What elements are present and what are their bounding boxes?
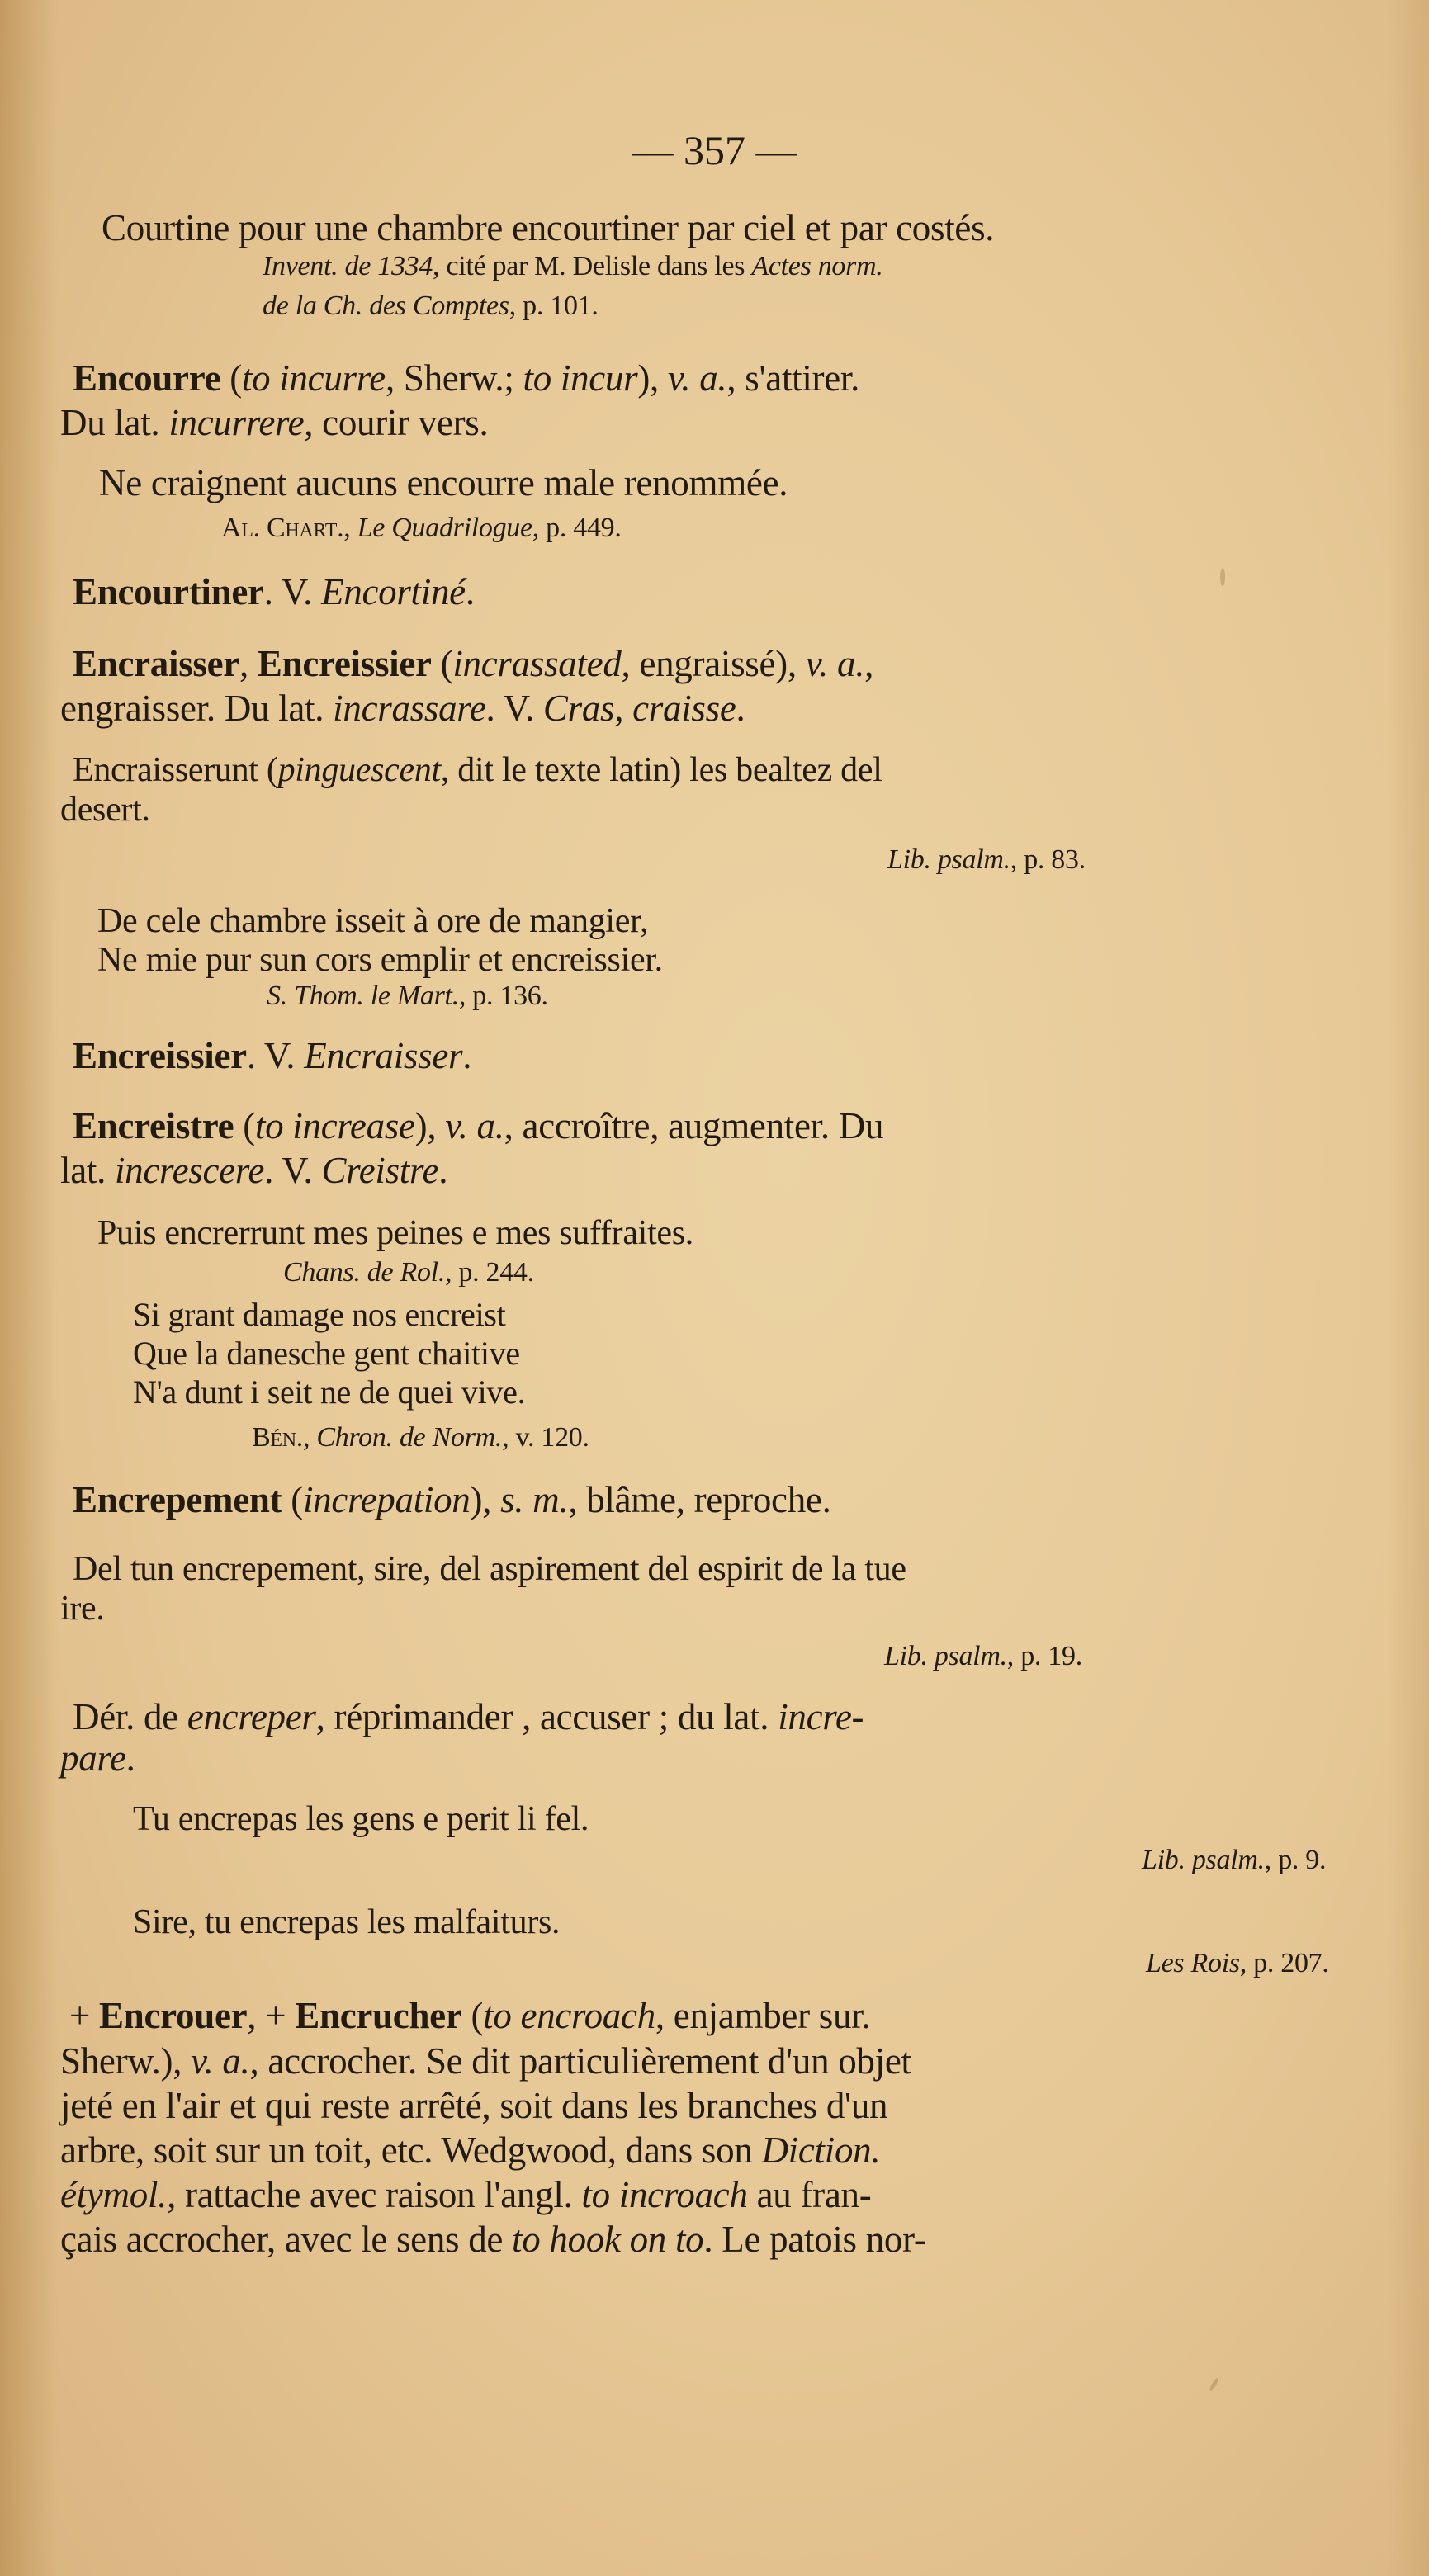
quote-line: Puis encrerrunt mes peines e mes suffraites. bbox=[97, 1214, 693, 1252]
verse-line: Si grant damage nos encreist bbox=[133, 1296, 506, 1333]
citation-text: , p. 101. bbox=[509, 291, 599, 321]
grammar-tag: s. m. bbox=[500, 1479, 569, 1520]
latin-root: incrassare bbox=[333, 688, 486, 729]
text: , bbox=[239, 643, 258, 684]
headword: Encreissier bbox=[257, 643, 432, 684]
headword: Encreistre bbox=[73, 1105, 234, 1146]
example-line: desert. bbox=[60, 791, 150, 829]
entry-text-line bbox=[60, 2129, 881, 2171]
text: Sherw.), bbox=[60, 2040, 192, 2082]
citation-title: de la Ch. des Comptes bbox=[263, 291, 509, 321]
entry-encraisser-etymology bbox=[60, 690, 745, 727]
entry-encreistre bbox=[73, 1105, 884, 1146]
text: , p. 449. bbox=[532, 513, 622, 543]
book-title: étymol. bbox=[60, 2174, 168, 2215]
example-line: ire. bbox=[60, 1590, 105, 1628]
citation bbox=[283, 1259, 534, 1287]
english-gloss: to incur bbox=[523, 357, 638, 399]
cross-mark-icon: + bbox=[265, 1995, 286, 2036]
grammar-tag: v. a. bbox=[805, 643, 865, 684]
book-title: Diction. bbox=[761, 2129, 881, 2171]
text: arbre, soit sur un toit, etc. Wedgwood, dans son bbox=[60, 2129, 762, 2171]
text: , Sherw.; bbox=[385, 357, 523, 399]
text: , accrocher. Se dit particulièrement d'un objet bbox=[249, 2040, 911, 2082]
text: . bbox=[125, 1737, 135, 1779]
page-number: — 357 — bbox=[632, 127, 797, 173]
text: ), bbox=[414, 1105, 446, 1146]
text: çais accrocher, avec le sens de bbox=[60, 2219, 513, 2260]
text: engraisser. Du lat. bbox=[60, 688, 334, 729]
entry-encourtiner bbox=[73, 571, 475, 612]
text: Encraisserunt ( bbox=[73, 751, 278, 789]
grammar-tag: v. a. bbox=[191, 2040, 250, 2082]
english-gloss: to incurre bbox=[241, 357, 386, 399]
text: . V. bbox=[246, 1035, 305, 1076]
definition: , s'attirer. bbox=[726, 357, 860, 399]
citation bbox=[1142, 1846, 1326, 1874]
entry-encrouer bbox=[69, 1997, 870, 2035]
cross-reference: Encraisser bbox=[304, 1035, 463, 1076]
text: . V. bbox=[263, 571, 322, 612]
text: ( bbox=[282, 1479, 303, 1520]
text: , p. 244. bbox=[445, 1257, 534, 1288]
text: , p. 136. bbox=[458, 981, 548, 1011]
citation bbox=[221, 514, 622, 542]
headword: Encrouer bbox=[99, 1995, 248, 2036]
citation-title: Lib. psalm. bbox=[1142, 1845, 1265, 1875]
entry-text-line bbox=[60, 2221, 926, 2258]
text: . bbox=[465, 571, 475, 612]
quote-line: Courtine pour une chambre encourtiner par ciel et par costés. bbox=[102, 207, 995, 248]
entry-encreistre-etymology bbox=[60, 1152, 447, 1189]
text: , p. 9. bbox=[1264, 1845, 1327, 1875]
text: , bbox=[864, 643, 874, 684]
definition: , blâme, reproche. bbox=[568, 1479, 831, 1520]
entry-text-line bbox=[60, 2040, 911, 2082]
text: , p. 207. bbox=[1239, 1948, 1329, 1978]
citation bbox=[252, 1424, 589, 1452]
citation bbox=[1146, 1950, 1329, 1978]
english-gloss: to hook on to bbox=[512, 2219, 704, 2260]
entry-encrepement bbox=[73, 1479, 831, 1520]
english-gloss: increpation bbox=[302, 1479, 471, 1520]
verse-line: Que la danesche gent chaitive bbox=[133, 1335, 520, 1372]
text: , rattache avec raison l'angl. bbox=[167, 2174, 582, 2215]
quote-line: Tu encrepas les gens e perit li fel. bbox=[133, 1800, 589, 1838]
citation-author: Al. Chart. bbox=[221, 513, 344, 543]
text: . bbox=[462, 1035, 472, 1076]
paper-stain bbox=[1209, 2377, 1219, 2392]
text: , bbox=[302, 1422, 317, 1453]
text: ( bbox=[220, 357, 242, 399]
entry-text-line: jeté en l'air et qui reste arrêté, soit dans les branches d'un bbox=[60, 2085, 888, 2126]
english-gloss: to increase bbox=[254, 1105, 415, 1146]
text: ( bbox=[234, 1105, 255, 1146]
latin-root: incre- bbox=[778, 1696, 864, 1737]
root-word: encreper bbox=[187, 1696, 316, 1737]
text: Dér. de bbox=[73, 1696, 187, 1737]
cross-reference: Cras, craisse bbox=[542, 688, 736, 729]
text: , courir vers. bbox=[304, 402, 489, 443]
verse-line: Ne mie pur sun cors emplir et encreissier. bbox=[97, 941, 663, 979]
latin-root: pare bbox=[60, 1737, 126, 1779]
citation-title: Invent. de 1334 bbox=[263, 251, 433, 281]
paper-stain bbox=[1220, 568, 1225, 586]
citation bbox=[887, 846, 1086, 874]
latin-word: pinguescent bbox=[277, 751, 441, 789]
citation-title: Chans. de Rol. bbox=[283, 1257, 446, 1288]
latin-root: incurrere bbox=[168, 402, 305, 443]
quote-line: Sire, tu encrepas les malfaiturs. bbox=[133, 1903, 561, 1941]
english-gloss: to incroach bbox=[581, 2174, 748, 2215]
derivation-line bbox=[60, 1737, 135, 1779]
citation-title: Actes norm. bbox=[751, 251, 883, 281]
citation-text: , cité par M. Delisle dans les bbox=[433, 251, 752, 281]
citation bbox=[267, 982, 548, 1010]
text: . V. bbox=[485, 688, 543, 729]
page-edge-shadow-right bbox=[1388, 0, 1429, 2576]
citation-title: Lib. psalm. bbox=[884, 1641, 1007, 1671]
citation-author: Bén. bbox=[252, 1422, 303, 1453]
latin-root: increscere bbox=[114, 1150, 265, 1191]
text: au fran- bbox=[747, 2174, 872, 2215]
text: , bbox=[247, 1995, 266, 2036]
headword: Encourtiner bbox=[73, 571, 264, 612]
headword: Encrepement bbox=[73, 1479, 282, 1520]
text: Du lat. bbox=[60, 402, 169, 443]
text: ), bbox=[470, 1479, 501, 1520]
entry-text-line bbox=[60, 2174, 872, 2215]
cross-mark-icon: + bbox=[69, 1995, 91, 2036]
text: . V. bbox=[264, 1150, 322, 1191]
headword: Encraisser bbox=[73, 643, 239, 684]
headword: Encourre bbox=[73, 357, 221, 399]
text: , engraissé), bbox=[621, 643, 806, 684]
text: . bbox=[438, 1150, 448, 1191]
text: ( bbox=[431, 643, 453, 684]
verse-line: De cele chambre isseit à ore de mangier, bbox=[97, 902, 649, 940]
citation bbox=[263, 292, 599, 320]
text: , réprimander , accuser ; du lat. bbox=[315, 1696, 778, 1737]
example-line bbox=[73, 753, 882, 787]
text: ), bbox=[637, 357, 668, 399]
headword: Encrucher bbox=[295, 1995, 462, 2036]
headword: Encreissier bbox=[73, 1035, 247, 1076]
derivation-line bbox=[73, 1696, 864, 1737]
citation-title: Lib. psalm. bbox=[887, 844, 1010, 875]
page-edge-shadow-left bbox=[0, 0, 58, 2576]
grammar-tag: v. a. bbox=[667, 357, 727, 399]
text: , p. 19. bbox=[1006, 1641, 1082, 1671]
citation-title: Chron. de Norm. bbox=[316, 1422, 503, 1453]
example-line: Del tun encrepement, sire, del aspirement del espirit de la tue bbox=[73, 1550, 906, 1588]
text: , dit le texte latin) les bealtez del bbox=[440, 751, 882, 789]
verse-line: N'a dunt i seit ne de quei vive. bbox=[133, 1373, 526, 1411]
definition: , accroître, augmenter. Du bbox=[504, 1105, 884, 1146]
text: . Le patois nor- bbox=[703, 2219, 926, 2260]
english-gloss: incrassated bbox=[452, 643, 622, 684]
text: ( bbox=[461, 1995, 484, 2036]
citation-title: Le Quadrilogue bbox=[357, 513, 532, 543]
entry-encreissier bbox=[73, 1037, 471, 1075]
entry-encraisser bbox=[73, 645, 873, 683]
definition: , enjamber sur. bbox=[655, 1995, 871, 2036]
entry-encourre-etymology bbox=[60, 404, 488, 442]
cross-reference: Creistre bbox=[321, 1150, 439, 1191]
grammar-tag: v. a. bbox=[445, 1105, 504, 1146]
text: , v. 120. bbox=[502, 1422, 589, 1453]
text: , bbox=[343, 513, 357, 543]
citation-title: Les Rois bbox=[1146, 1948, 1240, 1978]
text: . bbox=[736, 688, 745, 729]
citation bbox=[263, 253, 883, 281]
cross-reference: Encortiné bbox=[321, 571, 466, 612]
citation-title: S. Thom. le Mart. bbox=[267, 981, 459, 1011]
english-gloss: to encroach bbox=[483, 1995, 655, 2036]
entry-encourre bbox=[73, 357, 860, 399]
text: , p. 83. bbox=[1010, 844, 1086, 875]
text: lat. bbox=[60, 1150, 115, 1191]
citation bbox=[884, 1642, 1082, 1671]
quote-line: Ne craignent aucuns encourre male renommée. bbox=[99, 462, 788, 503]
